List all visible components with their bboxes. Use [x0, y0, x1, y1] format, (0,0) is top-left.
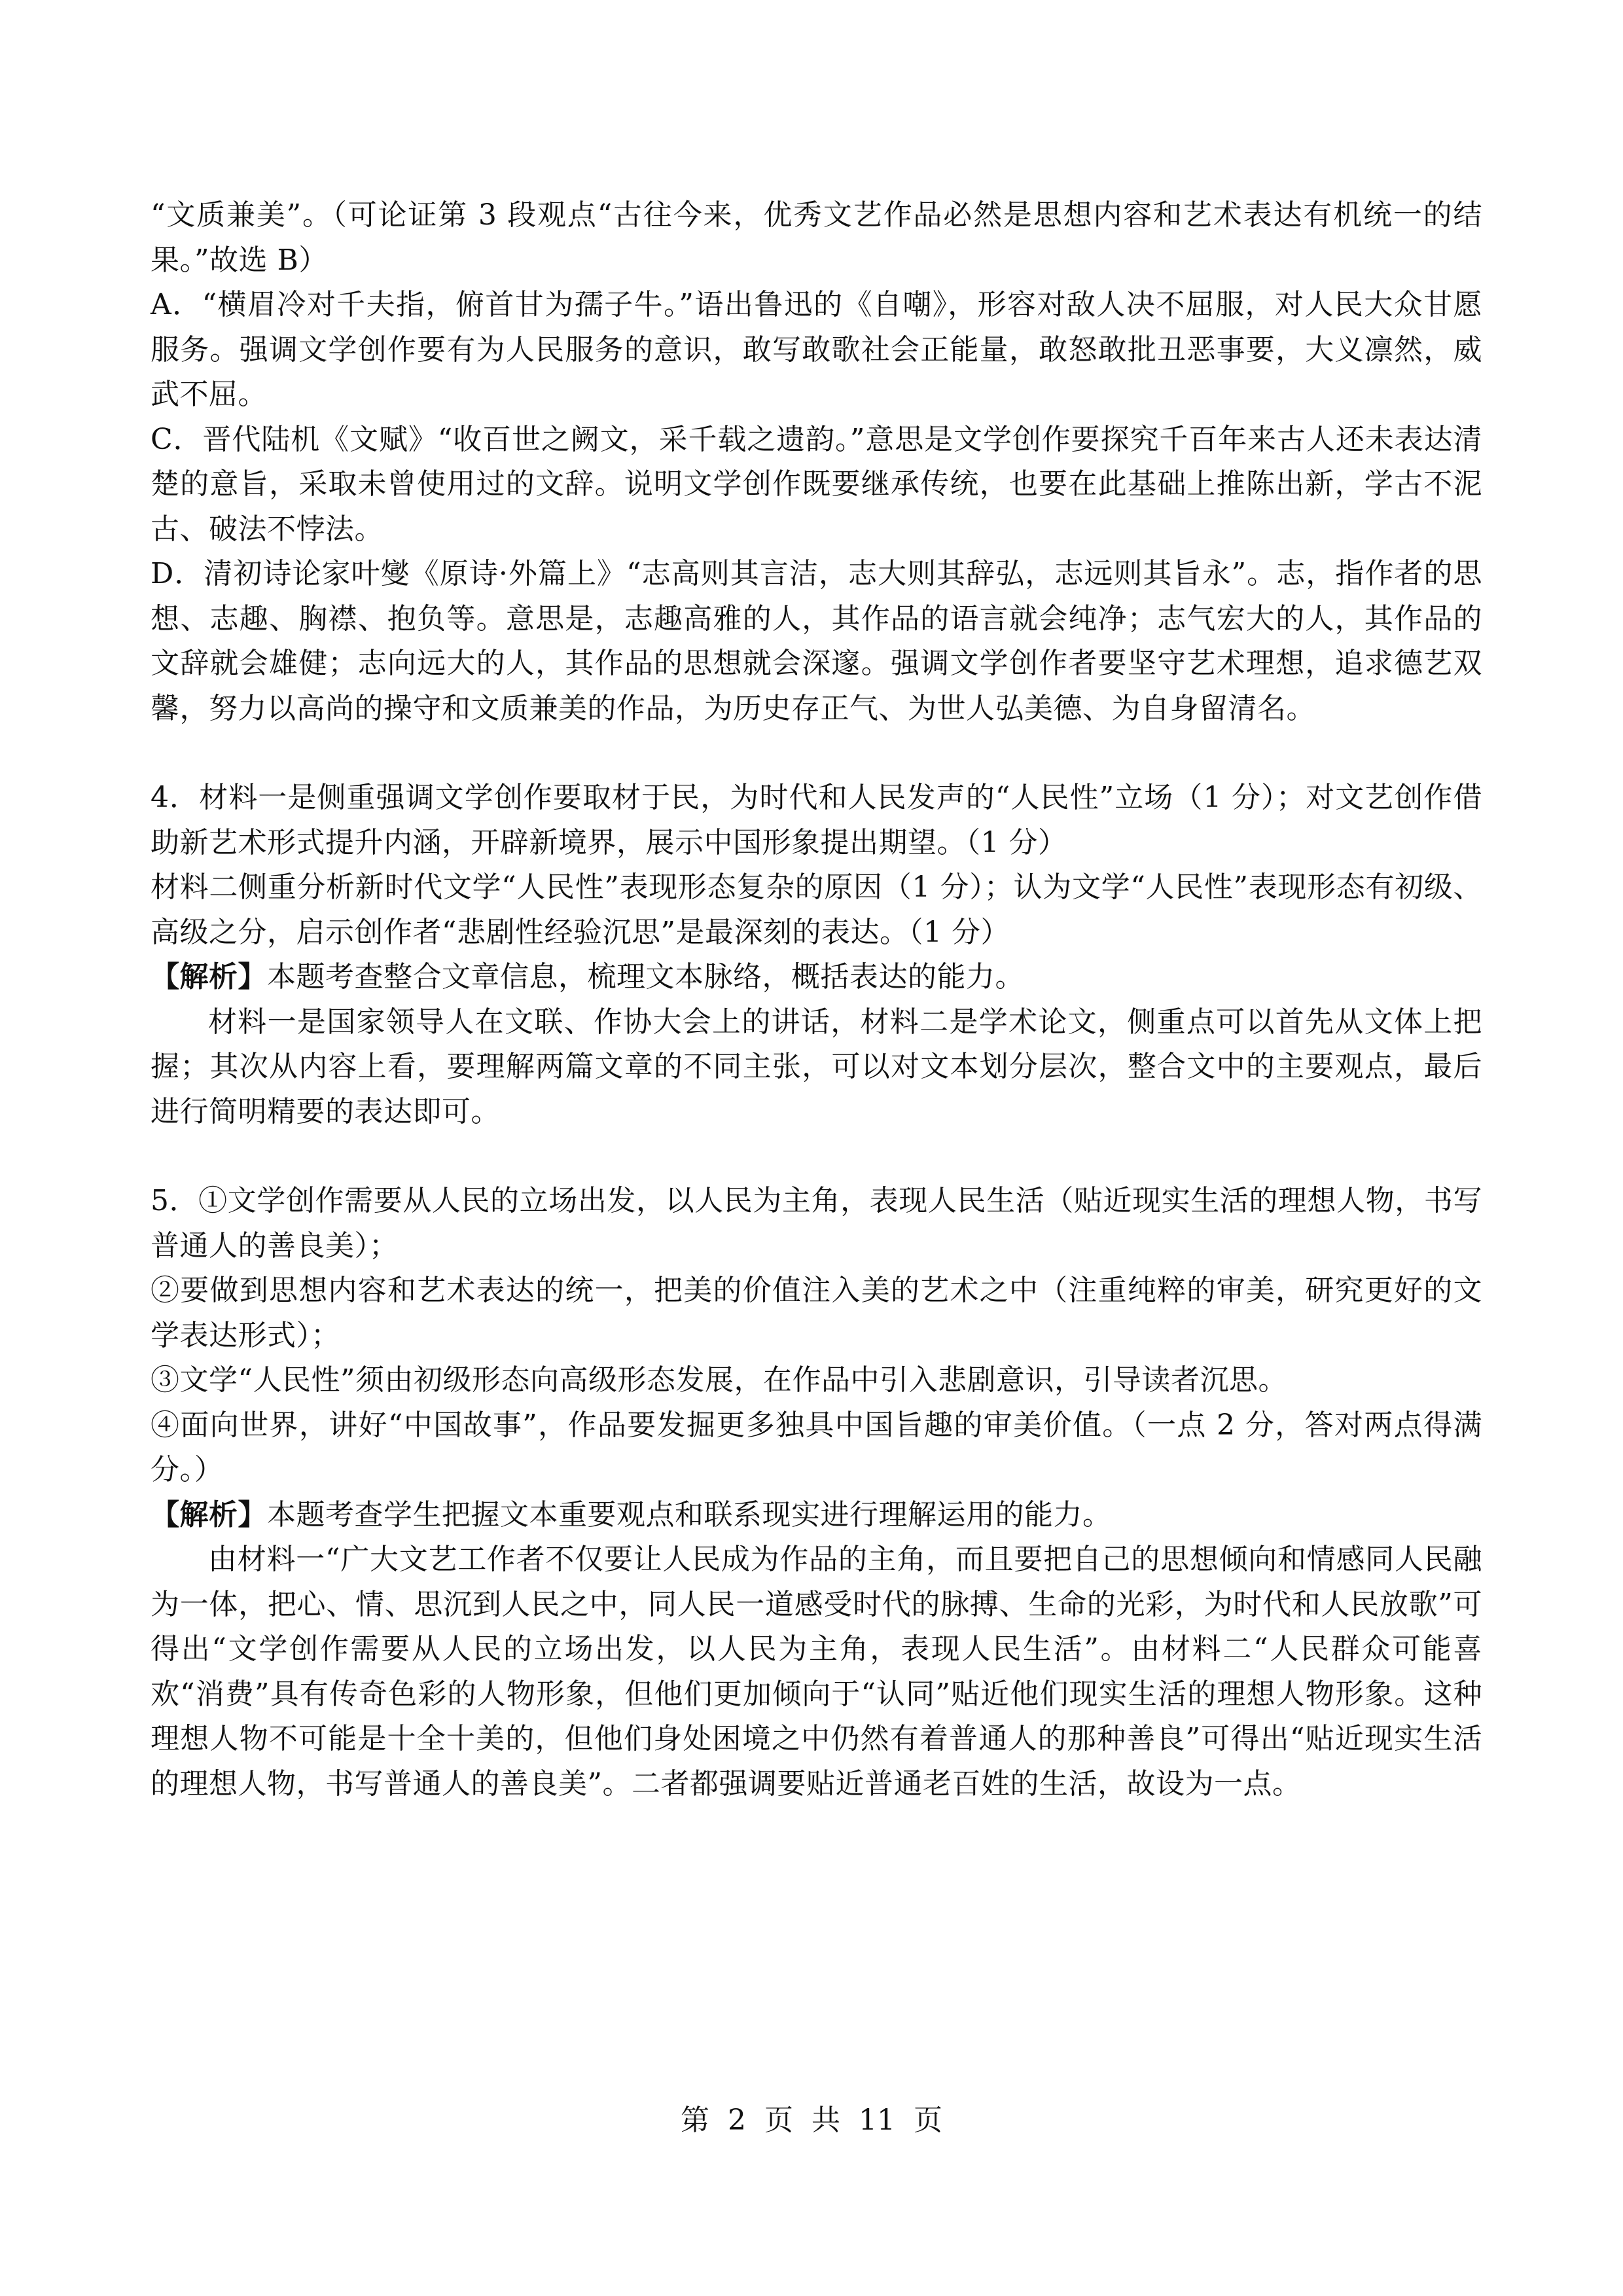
analysis-tag: 【解析】 [151, 960, 267, 994]
analysis-text: 本题考查整合文章信息，梳理文本脉络，概括表达的能力。 [267, 960, 1024, 994]
spacer [151, 731, 1482, 776]
answer-4-part1: 4．材料一是侧重强调文学创作要取材于民，为时代和人民发声的“人民性”立场（1 分）；对文艺创作借助新艺术形式提升内涵，开辟新境界，展示中国形象提出期望。（1 分） [151, 781, 1482, 859]
analysis-tag: 【解析】 [151, 1498, 267, 1532]
answer-4-analysis [151, 955, 1482, 1000]
option-a-explanation: A．“横眉冷对千夫指，俯首甘为孺子牛。”语出鲁迅的《自嘲》，形容对敌人决不屈服，对人民大众甘愿服务。强调文学创作要有为人民服务的意识，敢写敢歌社会正能量，敢怒敢批丑恶事要，大义凛然，威武不屈。 [151, 288, 1482, 411]
answer-5-point3: ③文学“人民性”须由初级形态向高级形态发展，在作品中引入悲剧意识，引导读者沉思。 [151, 1363, 1287, 1397]
analysis-text: 本题考查学生把握文本重要观点和联系现实进行理解运用的能力。 [267, 1498, 1112, 1532]
option-c-explanation: C．晋代陆机《文赋》“收百世之阙文，采千载之遗韵。”意思是文学创作要探究千百年来古人还未表达清楚的意旨，采取未曾使用过的文辞。说明文学创作既要继承传统，也要在此基础上推陈出新，学古不泥古、破法不悖法。 [151, 422, 1482, 546]
spacer [151, 1134, 1482, 1179]
answer-5-detail: 由材料一“广大文艺工作者不仅要让人民成为作品的主角，而且要把自己的思想倾向和情感同人民融为一体，把心、情、思沉到人民之中，同人民一道感受时代的脉搏、生命的光彩，为时代和人民放歌”可得出“文学创作需要从人民的立场出发，以人民为主角，表现人民生活”。由材料二“人民群众可能喜欢“消费”具有传奇色彩的人物形象，但他们更加倾向于“认同”贴近他们现实生活的理想人物形象。这种理想人物不可能是十全十美的，但他们身处困境之中仍然有着普通人的那种善良”可得出“贴近现实生活的理想人物，书写普通人的善良美”。二者都强调要贴近普通老百姓的生活，故设为一点。 [151, 1543, 1482, 1801]
document-body [151, 193, 1482, 1806]
option-d-explanation: D．清初诗论家叶燮《原诗·外篇上》“志高则其言洁，志大则其辞弘，志远则其旨永”。志，指作者的思想、志趣、胸襟、抱负等。意思是，志趣高雅的人，其作品的语言就会纯净；志气宏大的人，其作品的文辞就会雄健；志向远大的人，其作品的思想就会深邃。强调文学创作者要坚守艺术理想，追求德艺双馨，努力以高尚的操守和文质兼美的作品，为历史存正气、为世人弘美德、为自身留清名。 [151, 557, 1482, 725]
page-footer: 第 2 页 共 11 页 [681, 2104, 942, 2137]
answer-5-point1: 5．①文学创作需要从人民的立场出发，以人民为主角，表现人民生活（贴近现实生活的理想人物，书写普通人的善良美）； [151, 1184, 1482, 1263]
section3-continuation: “文质兼美”。（可论证第 3 段观点“古往今来，优秀文艺作品必然是思想内容和艺术表达有机统一的结果。”故选 B） [151, 198, 1482, 277]
answer-5-analysis [151, 1493, 1482, 1538]
answer-5-point2: ②要做到思想内容和艺术表达的统一，把美的价值注入美的艺术之中（注重纯粹的审美，研究更好的文学表达形式）； [151, 1274, 1482, 1352]
answer-5-point4: ④面向世界，讲好“中国故事”，作品要发掘更多独具中国旨趣的审美价值。（一点 2 分，答对两点得满分。） [151, 1408, 1482, 1486]
answer-4-detail: 材料一是国家领导人在文联、作协大会上的讲话，材料二是学术论文，侧重点可以首先从文体上把握；其次从内容上看，要理解两篇文章的不同主张，可以对文本划分层次，整合文中的主要观点，最后进行简明精要的表达即可。 [151, 1005, 1482, 1128]
answer-4-part2: 材料二侧重分析新时代文学“人民性”表现形态复杂的原因（1 分）；认为文学“人民性”表现形态有初级、高级之分，启示创作者“悲剧性经验沉思”是最深刻的表达。（1 分） [151, 870, 1482, 949]
